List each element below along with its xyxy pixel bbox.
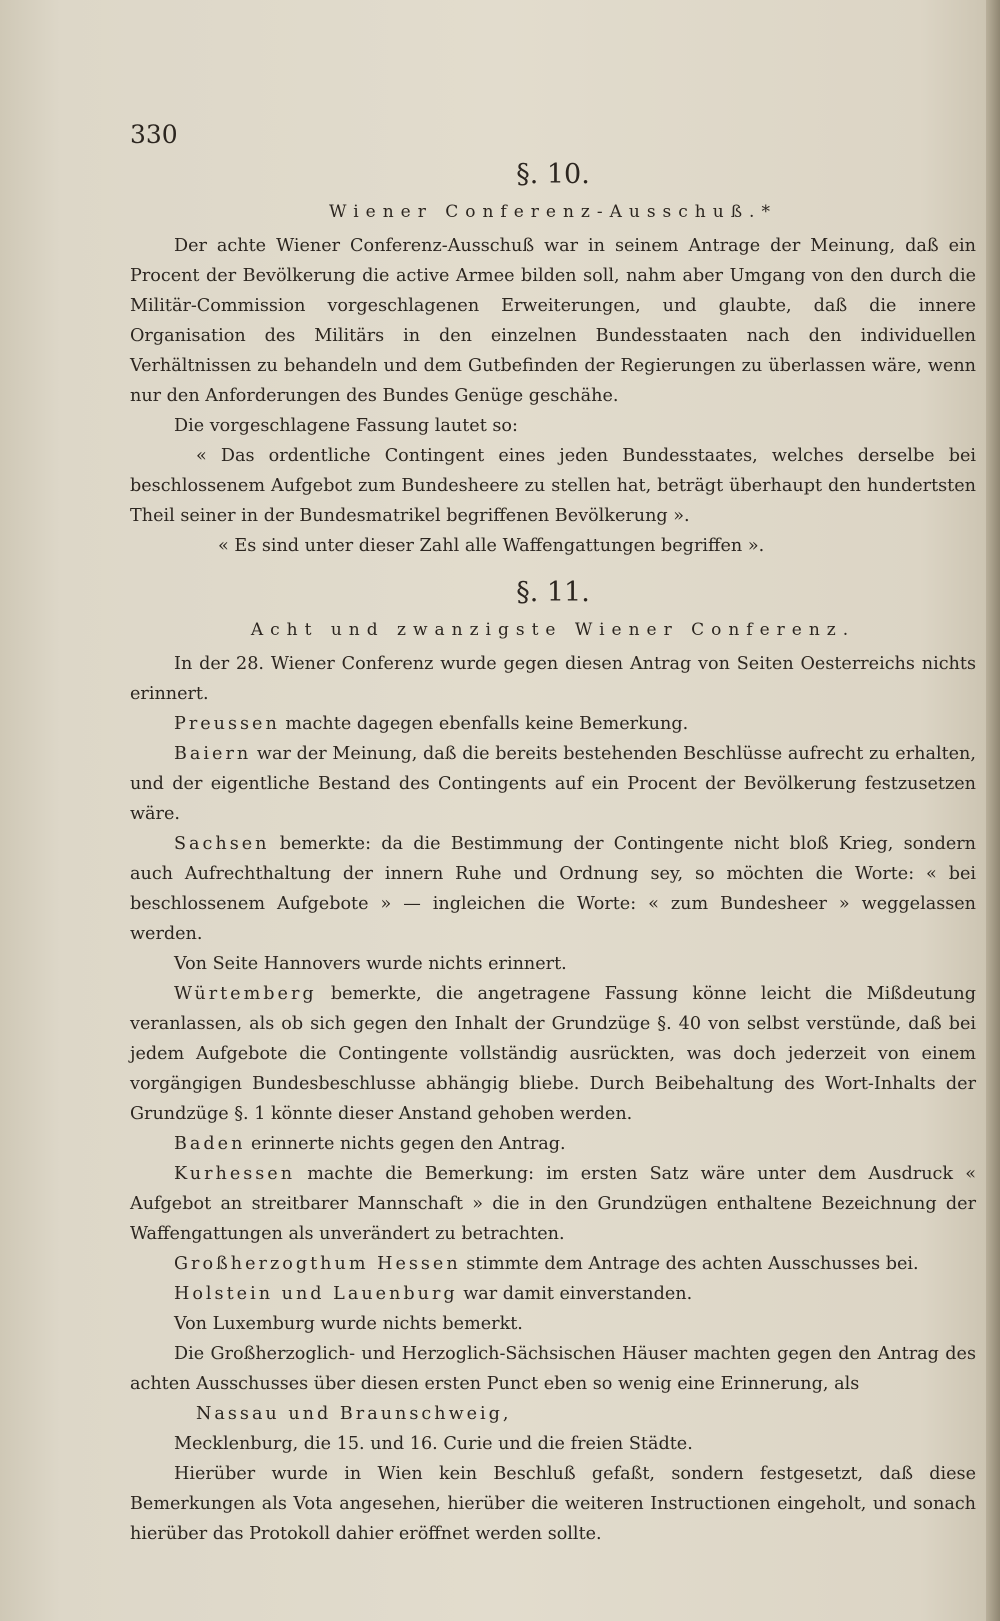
paragraph: Von Seite Hannovers wurde nichts erinnert.	[174, 954, 567, 974]
page-body	[130, 155, 976, 1549]
paragraph: Kurhessen machte die Bemerkung: im ersten Satz wäre unter dem Ausdruck « Aufgebot an streitbarer Mannschaft » die in den Grundzügen enthaltene Bezeichnung der Waffengattungen als unverändert zu betrachten.	[130, 1164, 976, 1244]
paragraph: Würtemberg bemerkte, die angetragene Fassung könne leicht die Mißdeutung veranlassen, als ob sich gegen den Inhalt der Grundzüge §. 40 von selbst verstünde, daß bei jedem Aufgebote die Contingente vollständig ausrückten, was doch jederzeit von einem vorgängigen Bundesbeschlusse abhängig bliebe. Durch Beibehaltung des Wort-Inhalts der Grundzüge §. 1 könnte dieser Anstand gehoben werden.	[130, 984, 976, 1124]
paragraph: Holstein und Lauenburg war damit einverstanden.	[174, 1284, 693, 1304]
paragraph	[130, 1399, 976, 1429]
state-name: Baiern	[174, 744, 252, 764]
state-name: Kurhessen	[174, 1164, 296, 1184]
paragraph: In der 28. Wiener Conferenz wurde gegen diesen Antrag von Seiten Oesterreichs nichts erinnert.	[130, 654, 976, 704]
state-name: Sachsen	[174, 834, 270, 854]
paragraph: Sachsen bemerkte: da die Bestimmung der Contingente nicht bloß Krieg, sondern auch Aufrechthaltung der innern Ruhe und Ordnung sey, so möchten die Worte: « bei beschlossenem Aufgebote » — ingleichen die Worte: « zum Bundesheer » weggelassen werden.	[130, 834, 976, 944]
state-name: Nassau und Braunschweig,	[196, 1404, 512, 1424]
paragraph: Großherzogthum Hessen stimmte dem Antrage des achten Ausschusses bei.	[174, 1254, 919, 1274]
section-11-heading: §. 11.	[516, 577, 590, 608]
state-name: Großherzogthum Hessen	[174, 1254, 461, 1274]
state-name: Preussen	[174, 714, 280, 734]
paragraph: Baden erinnerte nichts gegen den Antrag.	[174, 1134, 566, 1154]
paragraph: Der achte Wiener Conferenz-Ausschuß war in seinem Antrage der Meinung, daß ein Procent der Bevölkerung die active Armee bilden soll, nahm aber Umgang von den durch die Militär-Commission vorgeschlagenen Erweiterungen, und glaubte, daß die innere Organisation des Militärs in den einzelnen Bundesstaaten nach den individuellen Verhältnissen zu behandeln und dem Gutbefinden der Regierungen zu überlassen wäre, wenn nur den Anforderungen des Bundes Genüge geschähe.	[130, 236, 976, 406]
paragraph: Die vorgeschlagene Fassung lautet so:	[174, 416, 518, 436]
paragraph: Mecklenburg, die 15. und 16. Curie und die freien Städte.	[174, 1434, 693, 1454]
section-11-title: Acht und zwanzigste Wiener Conferenz.	[250, 620, 856, 640]
page-edge-shadow	[986, 0, 1000, 1621]
section-10-heading: §. 10.	[516, 159, 590, 190]
state-name: Würtemberg	[174, 984, 317, 1004]
paragraph: Die Großherzoglich- und Herzoglich-Sächsischen Häuser machten gegen den Antrag des achten Ausschusses über diesen ersten Punct eben so wenig eine Erinnerung, als	[130, 1344, 976, 1394]
state-name: Baden	[174, 1134, 246, 1154]
quote-paragraph: « Es sind unter dieser Zahl alle Waffengattungen begriffen ».	[218, 536, 765, 556]
paragraph: Hierüber wurde in Wien kein Beschluß gefaßt, sondern festgesetzt, daß diese Bemerkungen als Vota angesehen, hierüber die weiteren Instructionen eingeholt, und sonach hierüber das Protokoll dahier eröffnet werden sollte.	[130, 1464, 976, 1544]
section-10-title: Wiener Conferenz-Ausschuß.*	[329, 202, 777, 222]
state-name: Holstein und Lauenburg	[174, 1284, 458, 1304]
page-number: 330	[130, 120, 178, 149]
quote-paragraph: « Das ordentliche Contingent eines jeden Bundesstaates, welches derselbe bei beschlossenem Aufgebot zum Bundesheere zu stellen hat, beträgt überhaupt den hundertsten Theil seiner in der Bundesmatrikel begriffenen Bevölkerung ».	[130, 446, 976, 526]
paragraph: Baiern war der Meinung, daß die bereits bestehenden Beschlüsse aufrecht zu erhalten, und der eigentliche Bestand des Contingents auf ein Procent der Bevölkerung festzusetzen wäre.	[130, 744, 976, 824]
paragraph: Von Luxemburg wurde nichts bemerkt.	[174, 1314, 523, 1334]
paragraph: Preussen machte dagegen ebenfalls keine Bemerkung.	[174, 714, 689, 734]
